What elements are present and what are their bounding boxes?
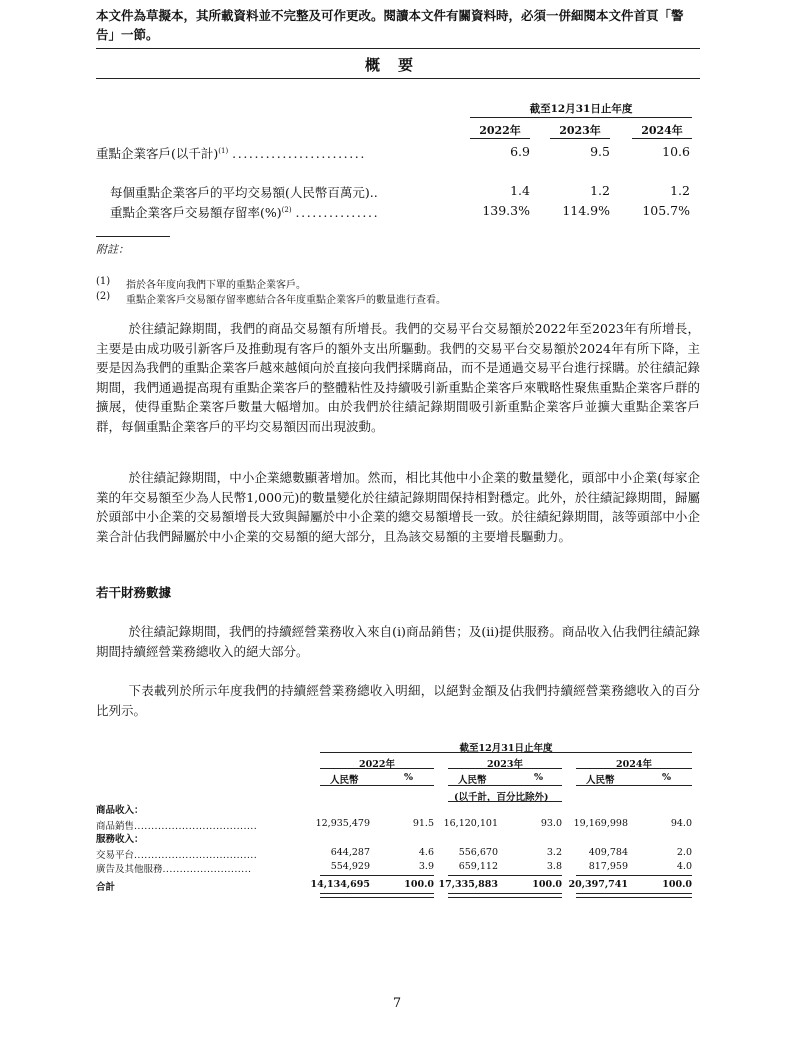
paragraph: 於往績記錄期間，中小企業總數顯著增加。然而，相比其他中小企業的數量變化，頭部中小企業(每家企業的年交易額至少為人民幣1,000元)的數量變化於往績記錄期間保持相對穩定。此外，於往績記錄期間，歸屬於頭部中小企業的交易額增長大致與歸屬於中小企業的總交易額增長一致。於往績紀錄期間，該等頭部中小企業合計佔我們歸屬於中小企業的交易額的絕大部分，且為該交易額的主要增長驅動力。 <box>96 470 700 544</box>
table2-value: 93.0 <box>540 818 562 829</box>
section-title: 概要 <box>364 56 431 74</box>
double-underline <box>320 893 434 898</box>
table2-value: 91.5 <box>412 818 434 829</box>
total-rule <box>320 875 434 876</box>
table1-period-header: 截至12月31日止年度 <box>529 103 633 115</box>
table1-value: 105.7% <box>642 203 690 218</box>
col-pct: % <box>534 772 544 783</box>
table1-value: 6.9 <box>510 144 530 159</box>
table2-value: 2.0 <box>676 847 692 858</box>
total-value: 20,397,741 <box>568 879 628 890</box>
table2-row-label <box>96 847 257 861</box>
category-goods: 商品收入： <box>96 805 144 816</box>
table1-value: 114.9% <box>562 203 610 218</box>
draft-warning: 本文件為草擬本，其所載資料並不完整及可作更改。閱讀本文件有關資料時，必須一併細閱本文件首頁「警告」一節。 <box>96 8 684 42</box>
total-rule <box>576 875 692 876</box>
col-pct: % <box>404 772 414 783</box>
table2-rule <box>448 768 562 769</box>
row-label-text: 重點企業客戶交易額存留率(%) <box>110 205 282 220</box>
table2-rule <box>576 768 692 769</box>
table2-rule <box>448 785 562 786</box>
table2-rule <box>576 785 692 786</box>
top-rule <box>96 48 700 49</box>
sub-heading: 若干財務數據 <box>96 585 172 600</box>
table2-value: 16,120,101 <box>443 818 498 829</box>
table2-value: 4.0 <box>676 861 692 872</box>
leader-dots: ............... <box>295 205 380 220</box>
leader-dots: .......................... <box>162 864 252 875</box>
table1-row-label <box>110 203 379 221</box>
table2-value: 554,929 <box>330 861 370 872</box>
table1-year-rule <box>632 138 692 139</box>
row-label-text: 廣告及其他服務 <box>96 864 163 875</box>
col-pct: % <box>662 772 672 783</box>
table2-value: 3.9 <box>418 861 434 872</box>
table1-value: 1.2 <box>590 183 610 198</box>
table2-year-2022: 2022年 <box>359 759 395 770</box>
table2-year-2023: 2023年 <box>487 759 523 770</box>
double-underline <box>448 893 562 898</box>
total-rule <box>448 875 562 876</box>
leader-dots: .. <box>369 185 378 200</box>
paragraph: 下表載列於所示年度我們的持續經營業務總收入明細，以絕對金額及佔我們持續經營業務總收入的百分比列示。 <box>96 683 700 718</box>
double-underline <box>576 893 692 898</box>
table1-value: 139.3% <box>482 203 530 218</box>
table1-value: 1.2 <box>670 183 690 198</box>
table1-row-label <box>96 144 366 162</box>
table2-value: 644,287 <box>330 847 370 858</box>
table2-rule <box>320 768 434 769</box>
table2-year-2024: 2024年 <box>616 759 652 770</box>
note-item <box>96 291 446 306</box>
table2-rule <box>448 801 562 802</box>
table2-rule <box>320 785 434 786</box>
notes-rule <box>96 236 170 237</box>
table2-rule <box>320 752 692 753</box>
note-text: 重點企業客戶交易額存留率應結合各年度重點企業客戶的數量進行查看。 <box>126 295 446 306</box>
total-value: 100.0 <box>404 879 434 890</box>
note-number: (2) <box>96 291 111 302</box>
leader-dots: ........................ <box>232 146 366 161</box>
note-text: 指於各年度向我們下單的重點企業客戶。 <box>126 280 306 291</box>
table2-row-label <box>96 861 251 875</box>
notes-title: 附註： <box>96 243 129 256</box>
table1-year-2023: 2023年 <box>559 124 601 137</box>
table2-value: 409,784 <box>588 847 628 858</box>
leader-dots: .................................... <box>134 821 258 832</box>
row-label-text: 重點企業客戶(以千計) <box>96 146 219 161</box>
table1-value: 9.5 <box>590 144 610 159</box>
table2-value: 659,112 <box>458 861 498 872</box>
table2-value: 3.2 <box>546 847 562 858</box>
category-services: 服務收入： <box>96 834 144 845</box>
table1-year-2022: 2022年 <box>479 124 521 137</box>
table2-row-label <box>96 818 257 832</box>
paragraph: 於往績記錄期間，我們的商品交易額有所增長。我們的交易平台交易額於2022年至2023年有所增長，主要是由成功吸引新客戶及推動現有客戶的額外支出所驅動。我們的交易平台交易額於2024年有所下降，主要是因為我們的重點企業客戶越來越傾向於直接向我們採購商品，而不是通過交易平台進行採購。於往績記錄期間，我們通過提高現有重點企業客戶的整體粘性及持續吸引新重點企業客戶來戰略性聚焦重點企業客戶群的擴展，使得重點企業客戶數量大幅增加。由於我們於往績記錄期間吸引新重點企業客戶並擴大重點企業客戶群，每個重點企業客戶的平均交易額因而出現波動。 <box>96 321 700 434</box>
table2-value: 3.8 <box>546 861 562 872</box>
table1-value: 10.6 <box>662 144 690 159</box>
table2-value: 94.0 <box>670 818 692 829</box>
table1-year-2024: 2024年 <box>641 124 683 137</box>
row-label-text: 每個重點企業客戶的平均交易額(人民幣百萬元) <box>110 185 370 200</box>
col-rmb: 人民幣 <box>586 775 615 786</box>
leader-dots: .................................... <box>134 850 258 861</box>
total-value: 14,134,695 <box>310 879 370 890</box>
paragraph: 於往績記錄期間，我們的持續經營業務收入來自(i)商品銷售；及(ii)提供服務。商品收入佔我們往績記錄期間持續經營業務總收入的絕大部分。 <box>96 624 700 659</box>
table2-value: 4.6 <box>418 847 434 858</box>
note-number: (1) <box>96 276 111 287</box>
footnote-ref: (2) <box>281 205 292 214</box>
table2-value: 817,959 <box>588 861 628 872</box>
table1-year-rule <box>550 138 610 139</box>
table2-value: 12,935,479 <box>315 818 370 829</box>
page-number: 7 <box>392 996 402 1011</box>
row-label-text: 交易平台 <box>96 850 135 861</box>
total-value: 100.0 <box>532 879 562 890</box>
table2-period-header: 截至12月31日止年度 <box>459 743 553 754</box>
note-item <box>96 276 306 291</box>
title-rule <box>96 78 700 79</box>
table1-row-label <box>110 183 378 201</box>
unit-note: (以千計，百分比除外) <box>454 792 549 803</box>
col-rmb: 人民幣 <box>458 775 487 786</box>
total-value: 100.0 <box>662 879 692 890</box>
total-value: 17,335,883 <box>438 879 498 890</box>
table2-value: 556,670 <box>458 847 498 858</box>
table1-year-rule <box>470 138 530 139</box>
table2-value: 19,169,998 <box>573 818 628 829</box>
row-label-text: 商品銷售 <box>96 821 135 832</box>
footnote-ref: (1) <box>218 146 229 155</box>
total-label: 合計 <box>96 882 116 893</box>
table1-header-rule <box>470 117 692 118</box>
col-rmb: 人民幣 <box>330 775 359 786</box>
table1-value: 1.4 <box>510 183 530 198</box>
